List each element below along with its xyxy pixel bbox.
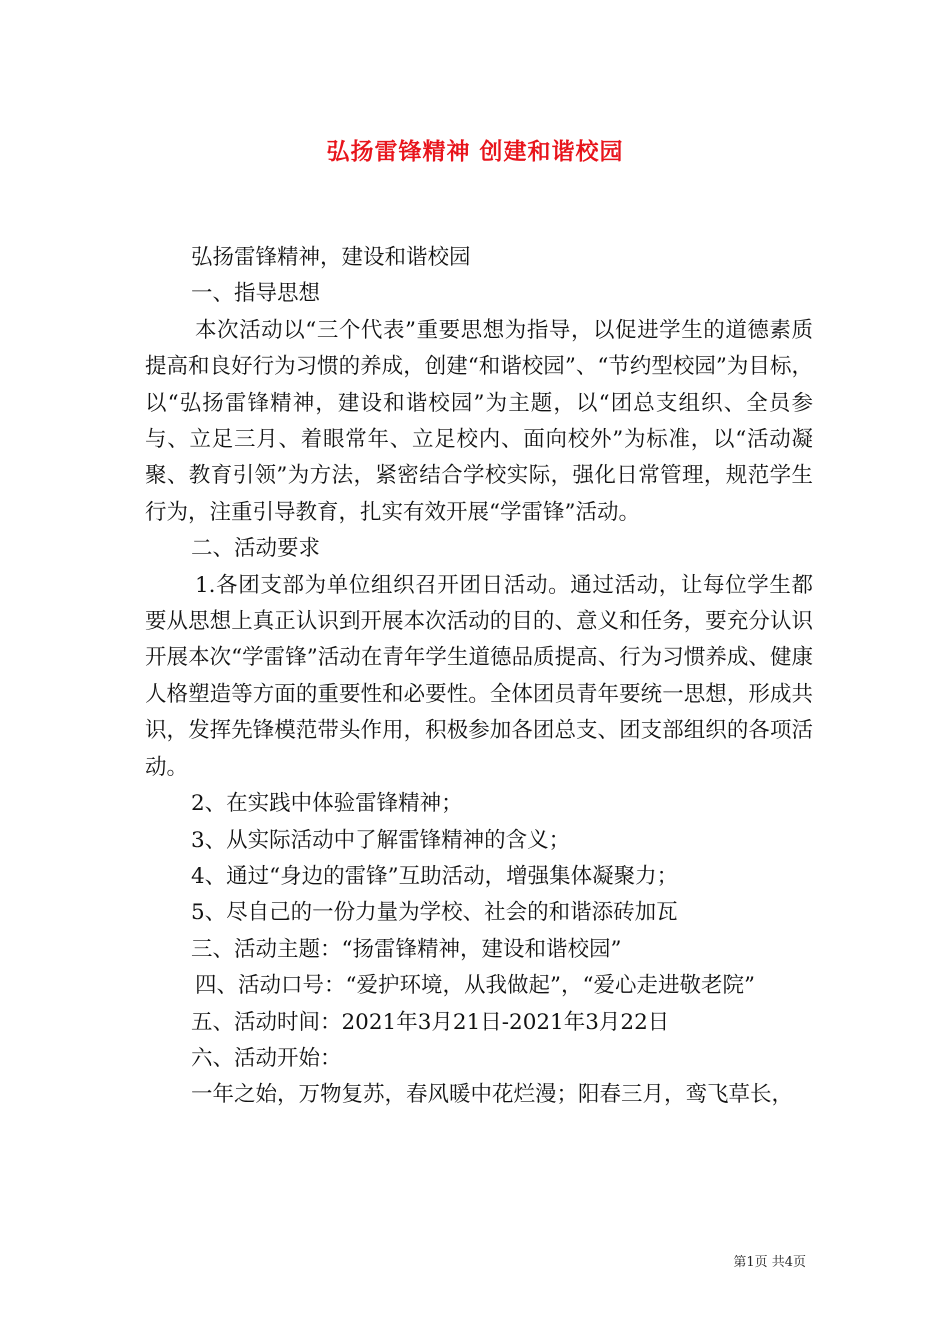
section-heading-theme: 三、活动主题：“扬雷锋精神，建设和谐校园”	[191, 936, 622, 962]
page-number: 第1页 共4页	[733, 1255, 806, 1270]
paragraph-subtitle: 弘扬雷锋精神，建设和谐校园	[191, 245, 471, 270]
paragraph-requirement-3: 3、从实际活动中了解雷锋精神的含义；	[191, 827, 571, 853]
paragraph-requirement-2: 2、在实践中体验雷锋精神；	[191, 791, 463, 817]
paragraph-opening: 一年之始，万物复苏，春风暖中花烂漫；阳春三月，鸾飞草长，	[191, 1082, 794, 1108]
section-heading-requirements: 二、活动要求	[191, 536, 321, 562]
section-heading-guiding-ideology: 一、指导思想	[191, 281, 321, 307]
paragraph-requirement-4: 4、通过“身边的雷锋”互助活动，增强集体凝聚力；	[191, 863, 679, 889]
page-title: 弘扬雷锋精神 创建和谐校园	[326, 139, 624, 165]
section-heading-start: 六、活动开始：	[191, 1045, 342, 1071]
paragraph-requirement-5: 5、尽自己的一份力量为学校、社会的和谐添砖加瓦	[191, 900, 678, 926]
section-heading-time: 五、活动时间：2021年3月21日-2021年3月22日	[191, 1009, 670, 1035]
paragraph-guiding-ideology: 本次活动以“三个代表”重要思想为指导，以促进学生的道德素质提高和良好行为习惯的养成，创建“和谐校园”、“节约型校园”为目标，以“弘扬雷锋精神，建设和谐校园”为主题，以“团总支组织、全员参与、立足三月、着眼常年、立足校内、面向校外”为标准，以“活动凝聚、教育引领”为方法，紧密结合学校实际，强化日常管理，规范学生行为，注重引导教育，扎实有效开展“学雷锋”活动。	[145, 317, 813, 525]
document-body	[145, 240, 813, 1114]
section-heading-slogan: 四、活动口号：“爱护环境，从我做起”，“爱心走进敬老院”	[195, 973, 755, 999]
paragraph-requirement-1: 1.各团支部为单位组织召开团日活动。通过活动，让每位学生都要从思想上真正认识到开展本次活动的目的、意义和任务，要充分认识开展本次“学雷锋”活动在青年学生道德品质提高、行为习惯养成、健康人格塑造等方面的重要性和必要性。全体团员青年要统一思想，形成共识，发挥先锋模范带头作用，积极参加各团总支、团支部组织的各项活动。	[145, 572, 813, 780]
